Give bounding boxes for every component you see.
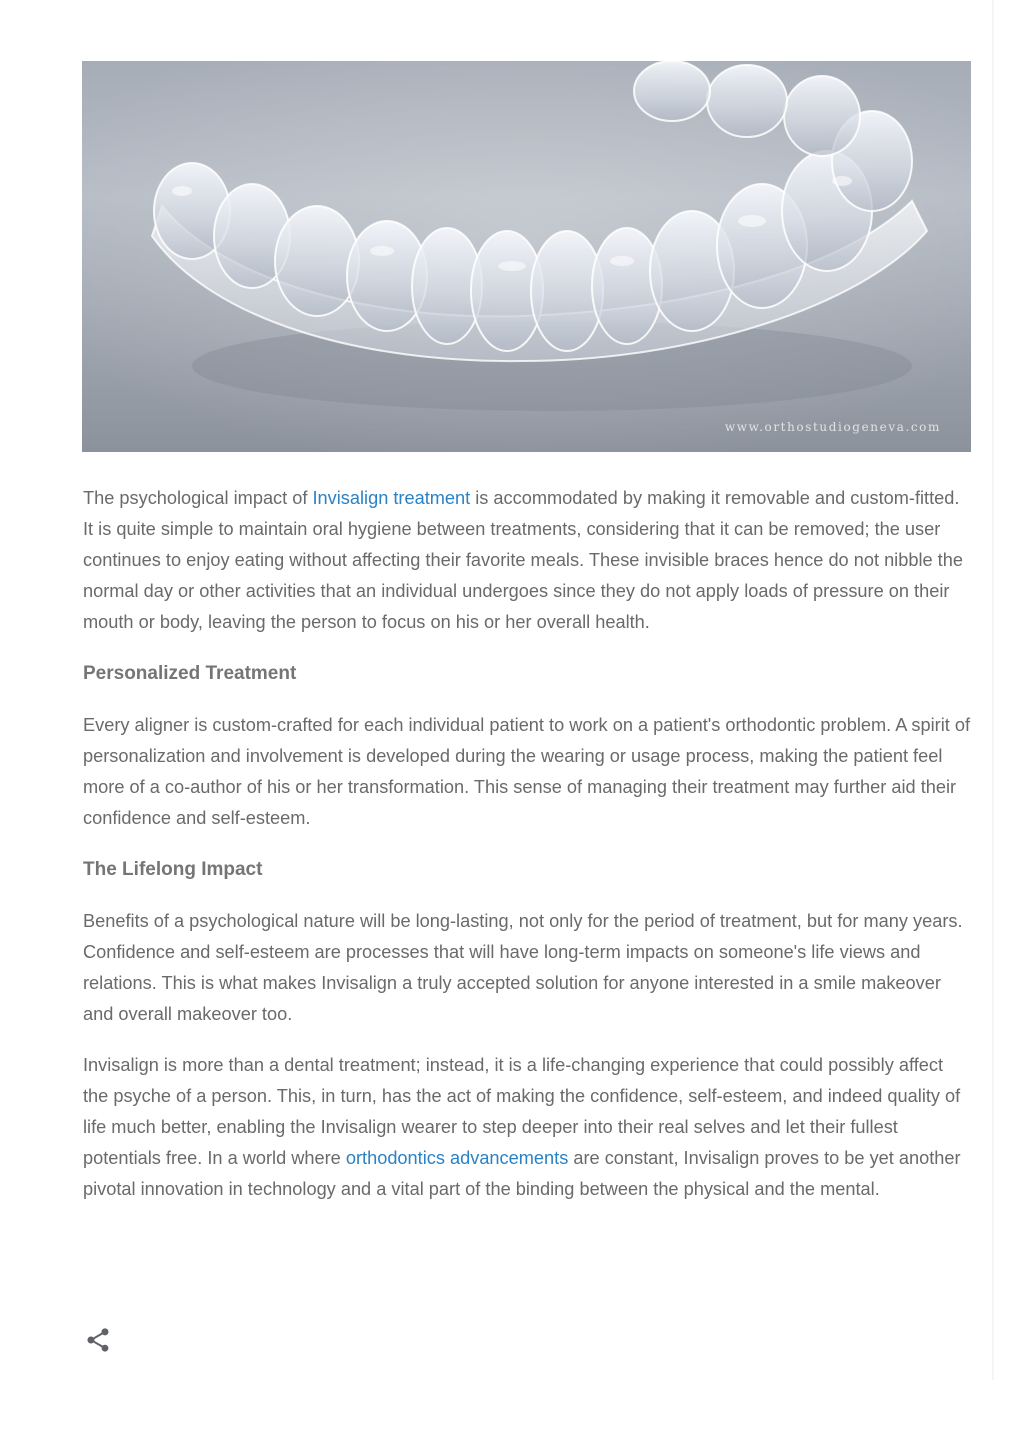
paragraph-text: is accommodated by making it removable and custom-fitted. It is quite simple to maintain oral hygiene between treatments, considering that it can be removed; the user continues to enjoy eating without affecting their favorite meals. These invisible braces hence do not nibble the normal day or other activities that an individual undergoes since they do not apply loads of pressure on their mouth or body, leaving the person to focus on his or her overall health. — [83, 488, 963, 632]
heading-lifelong-impact: The Lifelong Impact — [83, 859, 263, 880]
paragraph-conclusion — [83, 1050, 971, 1205]
paragraph-text: Invisalign is more than a dental treatment; instead, it is a life-changing experience that could possibly affect the psyche of a person. This, in turn, has the act of making the confidence, self-esteem, and indeed quality of life much better, enabling the Invisalign wearer to step deeper into their real selves and let their fullest potentials free. In a world where — [83, 1055, 961, 1168]
hero-image — [82, 61, 971, 452]
paragraph-text: The psychological impact of — [83, 488, 313, 508]
image-watermark: www.orthostudiogeneva.com — [724, 420, 941, 434]
aligner-illustration — [82, 61, 971, 452]
share-icon[interactable] — [84, 1326, 112, 1354]
paragraph-text: are constant, Invisalign proves to be yet another pivotal innovation in technology and a vital part of the binding between the physical and the mental. — [83, 1148, 961, 1199]
article-body — [83, 483, 971, 1225]
orthodontics-advancements-link[interactable]: orthodontics advancements — [345, 1148, 569, 1168]
heading-personalized-treatment: Personalized Treatment — [83, 663, 297, 684]
invisalign-treatment-link[interactable]: Invisalign treatment — [312, 488, 471, 508]
paragraph-personalized: Every aligner is custom-crafted for each individual patient to work on a patient's orthodontic problem. A spirit of personalization and involvement is developed during the wearing or usage process, making the patient feel more of a co-author of his or her transformation. This sense of managing their treatment may further aid their confidence and self-esteem. — [83, 715, 971, 828]
page-edge-divider — [992, 0, 994, 1380]
paragraph-lifelong: Benefits of a psychological nature will be long-lasting, not only for the period of treatment, but for many years. Confidence and self-esteem are processes that will have long-term impacts on someone's life views and relations. This is what makes Invisalign a truly accepted solution for anyone interested in a smile makeover and overall makeover too. — [83, 911, 963, 1024]
paragraph-intro — [83, 483, 971, 638]
